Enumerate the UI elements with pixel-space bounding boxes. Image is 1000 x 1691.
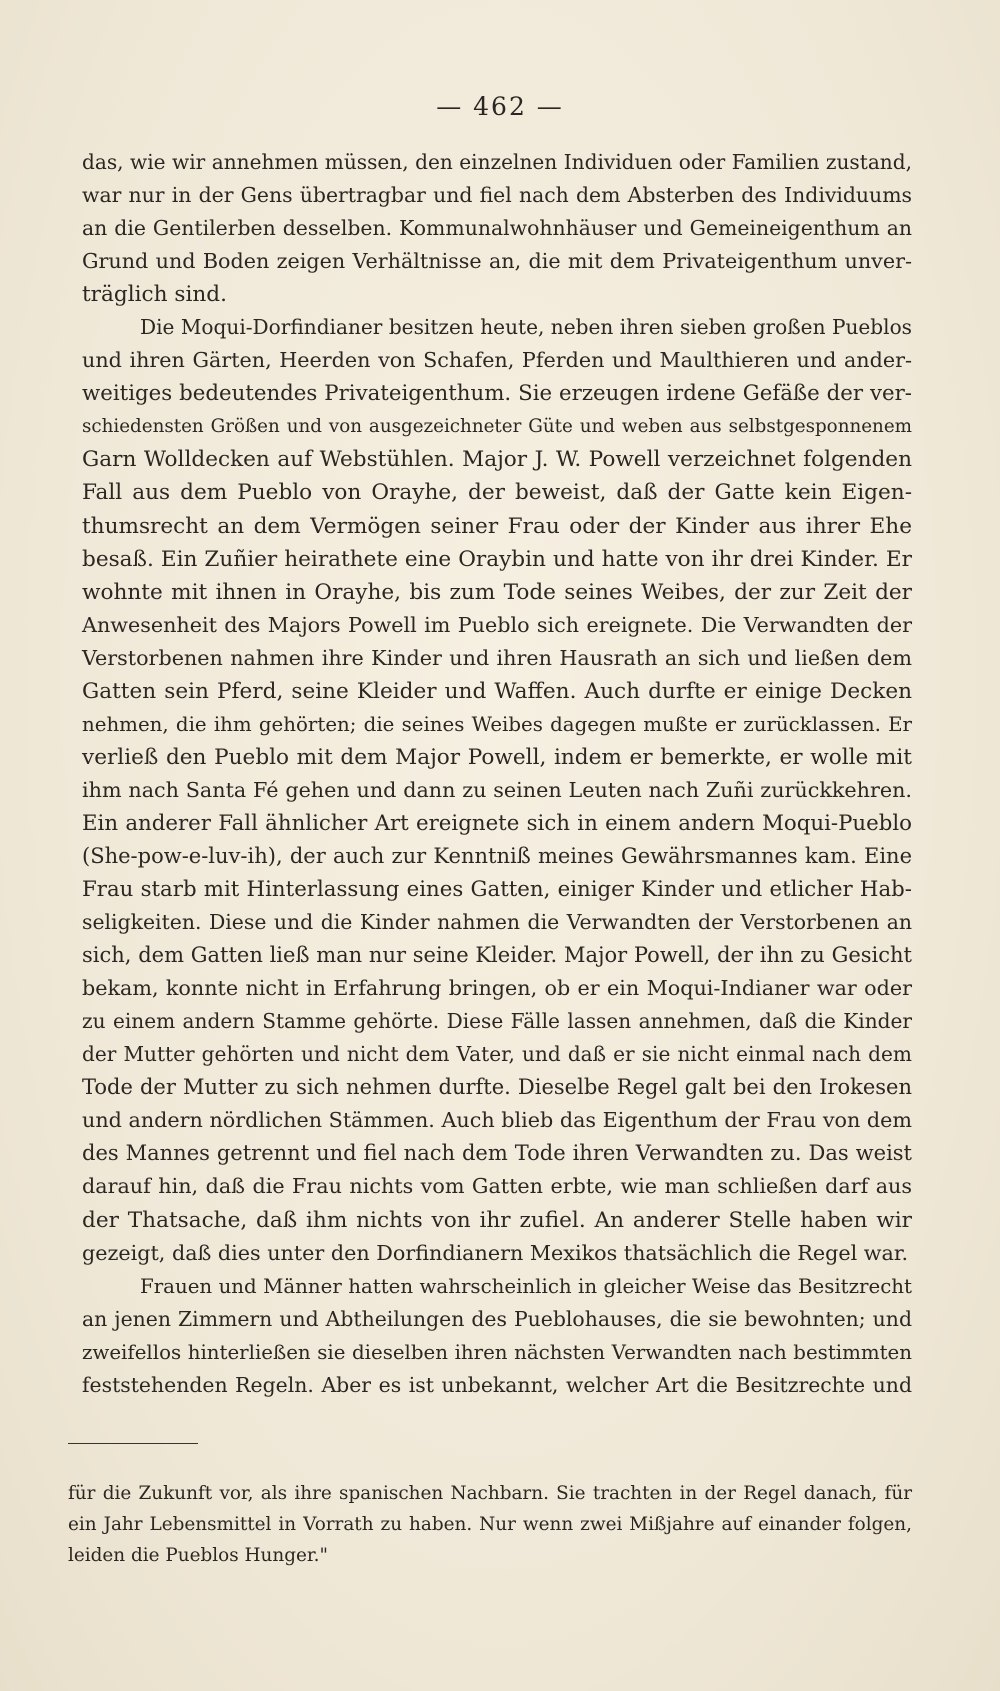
text-line: war nur in der Gens übertragbar und fiel nach dem Absterben des Individuums <box>82 183 912 208</box>
text-line: Grund und Boden zeigen Verhältnisse an, die mit dem Privateigenthum unver- <box>82 249 912 274</box>
text-line: verließ den Pueblo mit dem Major Powell, indem er bemerkte, er wolle mit <box>82 744 912 770</box>
text-line: Garn Wolldecken auf Webstühlen. Major J. W. Powell verzeichnet folgenden <box>82 447 912 473</box>
footnote-line: für die Zukunft vor, als ihre spanischen Nachbarn. Sie trachten in der Regel danach, für <box>68 1483 912 1504</box>
text-line: sich, dem Gatten ließ man nur seine Kleider. Major Powell, der ihn zu Gesicht <box>82 943 912 968</box>
text-line: (She-pow-e-luv-ih), der auch zur Kenntniß meines Gewährsmannes kam. Eine <box>82 843 912 868</box>
text-line: und andern nördlichen Stämmen. Auch blieb das Eigenthum der Frau von dem <box>82 1108 912 1133</box>
text-line: des Mannes getrennt und fiel nach dem Tode ihren Verwandten zu. Das weist <box>82 1141 912 1166</box>
text-line: Tode der Mutter zu sich nehmen durfte. Dieselbe Regel galt bei den Irokesen <box>82 1075 912 1100</box>
text-line: der Mutter gehörten und nicht dem Vater, und daß er sie nicht einmal nach dem <box>82 1042 912 1067</box>
text-line: besaß. Ein Zuñier heirathete eine Oraybin und hatte von ihr drei Kinder. Er <box>82 546 912 572</box>
text-line: Anwesenheit des Majors Powell im Pueblo sich ereignete. Die Verwandten der <box>82 612 912 637</box>
text-line: schiedensten Größen und von ausgezeichneter Güte und weben aus selbstgesponnenem <box>82 416 912 438</box>
text-line: Verstorbenen nahmen ihre Kinder und ihren Hausrath an sich und ließen dem <box>82 645 912 670</box>
text-line: bekam, konnte nicht in Erfahrung bringen, ob er ein Moqui-Indianer war oder <box>82 976 912 1001</box>
text-line: an die Gentilerben desselben. Kommunalwohnhäuser und Gemeineigenthum an <box>82 216 912 241</box>
text-line: nehmen, die ihm gehörten; die seines Weibes dagegen mußte er zurücklassen. Er <box>82 712 912 736</box>
text-line: Ein anderer Fall ähnlicher Art ereignete sich in einem andern Moqui-Pueblo <box>82 810 912 836</box>
main-text <box>82 146 912 1402</box>
text-line: ihm nach Santa Fé gehen und dann zu seinen Leuten nach Zuñi zurückkehren. <box>82 777 912 802</box>
text-line: Frauen und Männer hatten wahrscheinlich in gleicher Weise das Besitzrecht <box>140 1274 912 1298</box>
text-line: träglich sind. <box>82 282 227 308</box>
text-line: Fall aus dem Pueblo von Orayhe, der beweist, daß der Gatte kein Eigen- <box>82 480 912 506</box>
page-number: — 462 — <box>436 92 564 121</box>
text-line: gezeigt, daß dies unter den Dorfindianern Mexikos thatsächlich die Regel war. <box>82 1240 909 1265</box>
text-line: seligkeiten. Diese und die Kinder nahmen die Verwandten der Verstorbenen an <box>82 910 912 935</box>
footnote <box>68 1478 912 1571</box>
text-line: weitiges bedeutendes Privateigenthum. Sie erzeugen irdene Gefäße der ver- <box>82 381 912 407</box>
text-line: darauf hin, daß die Frau nichts vom Gatten erbte, wie man schließen darf aus <box>82 1174 912 1199</box>
text-line: der Thatsache, daß ihm nichts von ihr zufiel. An anderer Stelle haben wir <box>82 1207 912 1233</box>
text-line: Die Moqui-Dorfindianer besitzen heute, neben ihren sieben großen Pueblos <box>140 315 912 340</box>
footnote-line: ein Jahr Lebensmittel in Vorrath zu haben. Nur wenn zwei Mißjahre auf einander folgen, <box>68 1514 912 1535</box>
footnote-divider <box>68 1443 198 1444</box>
text-line: Gatten sein Pferd, seine Kleider und Waffen. Auch durfte er einige Decken <box>82 678 912 704</box>
text-line: zu einem andern Stamme gehörte. Diese Fälle lassen annehmen, daß die Kinder <box>82 1009 912 1034</box>
text-line: feststehenden Regeln. Aber es ist unbekannt, welcher Art die Besitzrechte und <box>82 1372 912 1397</box>
text-line: und ihren Gärten, Heerden von Schafen, Pferden und Maulthieren und ander- <box>82 348 912 373</box>
text-line: zweifellos hinterließen sie dieselben ihren nächsten Verwandten nach bestimmten <box>82 1340 912 1364</box>
text-line: wohnte mit ihnen in Orayhe, bis zum Tode seines Weibes, der zur Zeit der <box>82 579 912 605</box>
text-line: thumsrecht an dem Vermögen seiner Frau oder der Kinder aus ihrer Ehe <box>82 513 912 539</box>
footnote-line: leiden die Pueblos Hunger." <box>68 1545 328 1566</box>
text-line: Frau starb mit Hinterlassung eines Gatten, einiger Kinder und etlicher Hab- <box>82 877 912 903</box>
text-line: an jenen Zimmern und Abtheilungen des Pueblohauses, die sie bewohnten; und <box>82 1306 912 1331</box>
text-line: das, wie wir annehmen müssen, den einzelnen Individuen oder Familien zustand, <box>82 150 912 174</box>
